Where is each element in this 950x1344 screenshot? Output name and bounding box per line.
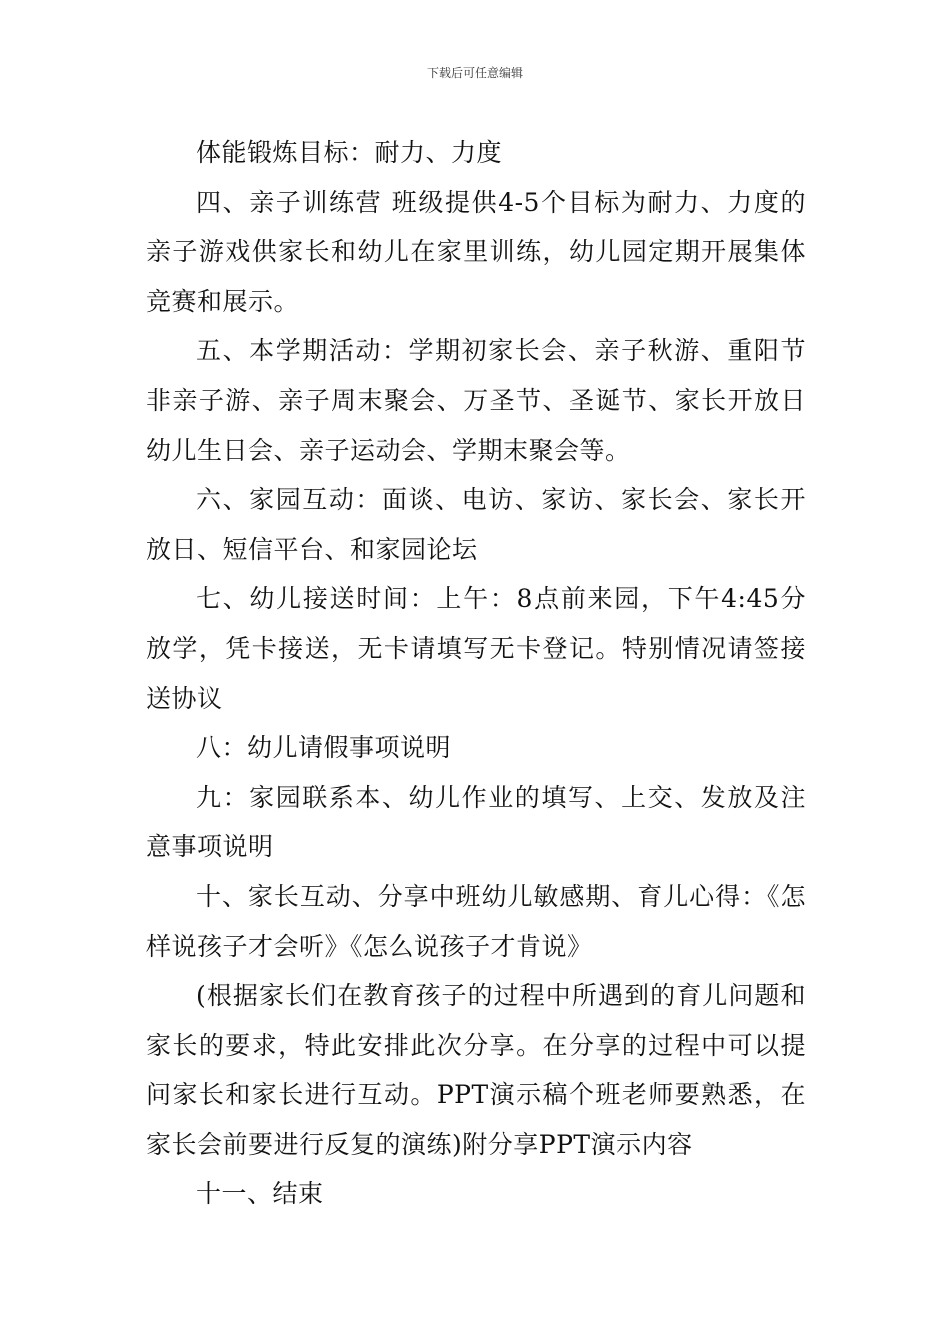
document-body xyxy=(146,128,806,1219)
paragraph-pickup-time: 七、幼儿接送时间：上午：8点前来园，下午4:45分放学，凭卡接送，无卡请填写无卡登记。特别情况请签接送协议 xyxy=(146,584,806,713)
paragraph-home-school-interaction: 六、家园互动：面谈、电访、家访、家长会、家长开放日、短信平台、和家园论坛 xyxy=(146,485,806,564)
page-header-note: 下载后可任意编辑 xyxy=(426,66,523,80)
paragraph-semester-activities: 五、本学期活动：学期初家长会、亲子秋游、重阳节非亲子游、亲子周末聚会、万圣节、圣诞节、家长开放日幼儿生日会、亲子运动会、学期末聚会等。 xyxy=(146,336,806,465)
paragraph-parent-sharing: 十、家长互动、分享中班幼儿敏感期、育儿心得：《怎样说孩子才会听》《怎么说孩子才肯说》 xyxy=(146,881,806,961)
paragraph-fitness-goal: 体能锻炼目标：耐力、力度 xyxy=(196,138,503,167)
paragraph-contact-book: 九：家园联系本、幼儿作业的填写、上交、发放及注意事项说明 xyxy=(146,782,806,862)
paragraph-sharing-note: (根据家长们在教育孩子的过程中所遇到的育儿问题和家长的要求，特此安排此次分享。在分享的过程中可以提问家长和家长进行互动。PPT演示稿个班老师要熟悉，在家长会前要进行反复的演练)附分享PPT演示内容 xyxy=(146,981,806,1159)
paragraph-leave-instructions: 八：幼儿请假事项说明 xyxy=(196,733,452,763)
paragraph-parent-child-camp: 四、亲子训练营 班级提供4-5个目标为耐力、力度的亲子游戏供家长和幼儿在家里训练，幼儿园定期开展集体竞赛和展示。 xyxy=(146,187,806,316)
paragraph-end: 十一、结束 xyxy=(196,1179,324,1209)
